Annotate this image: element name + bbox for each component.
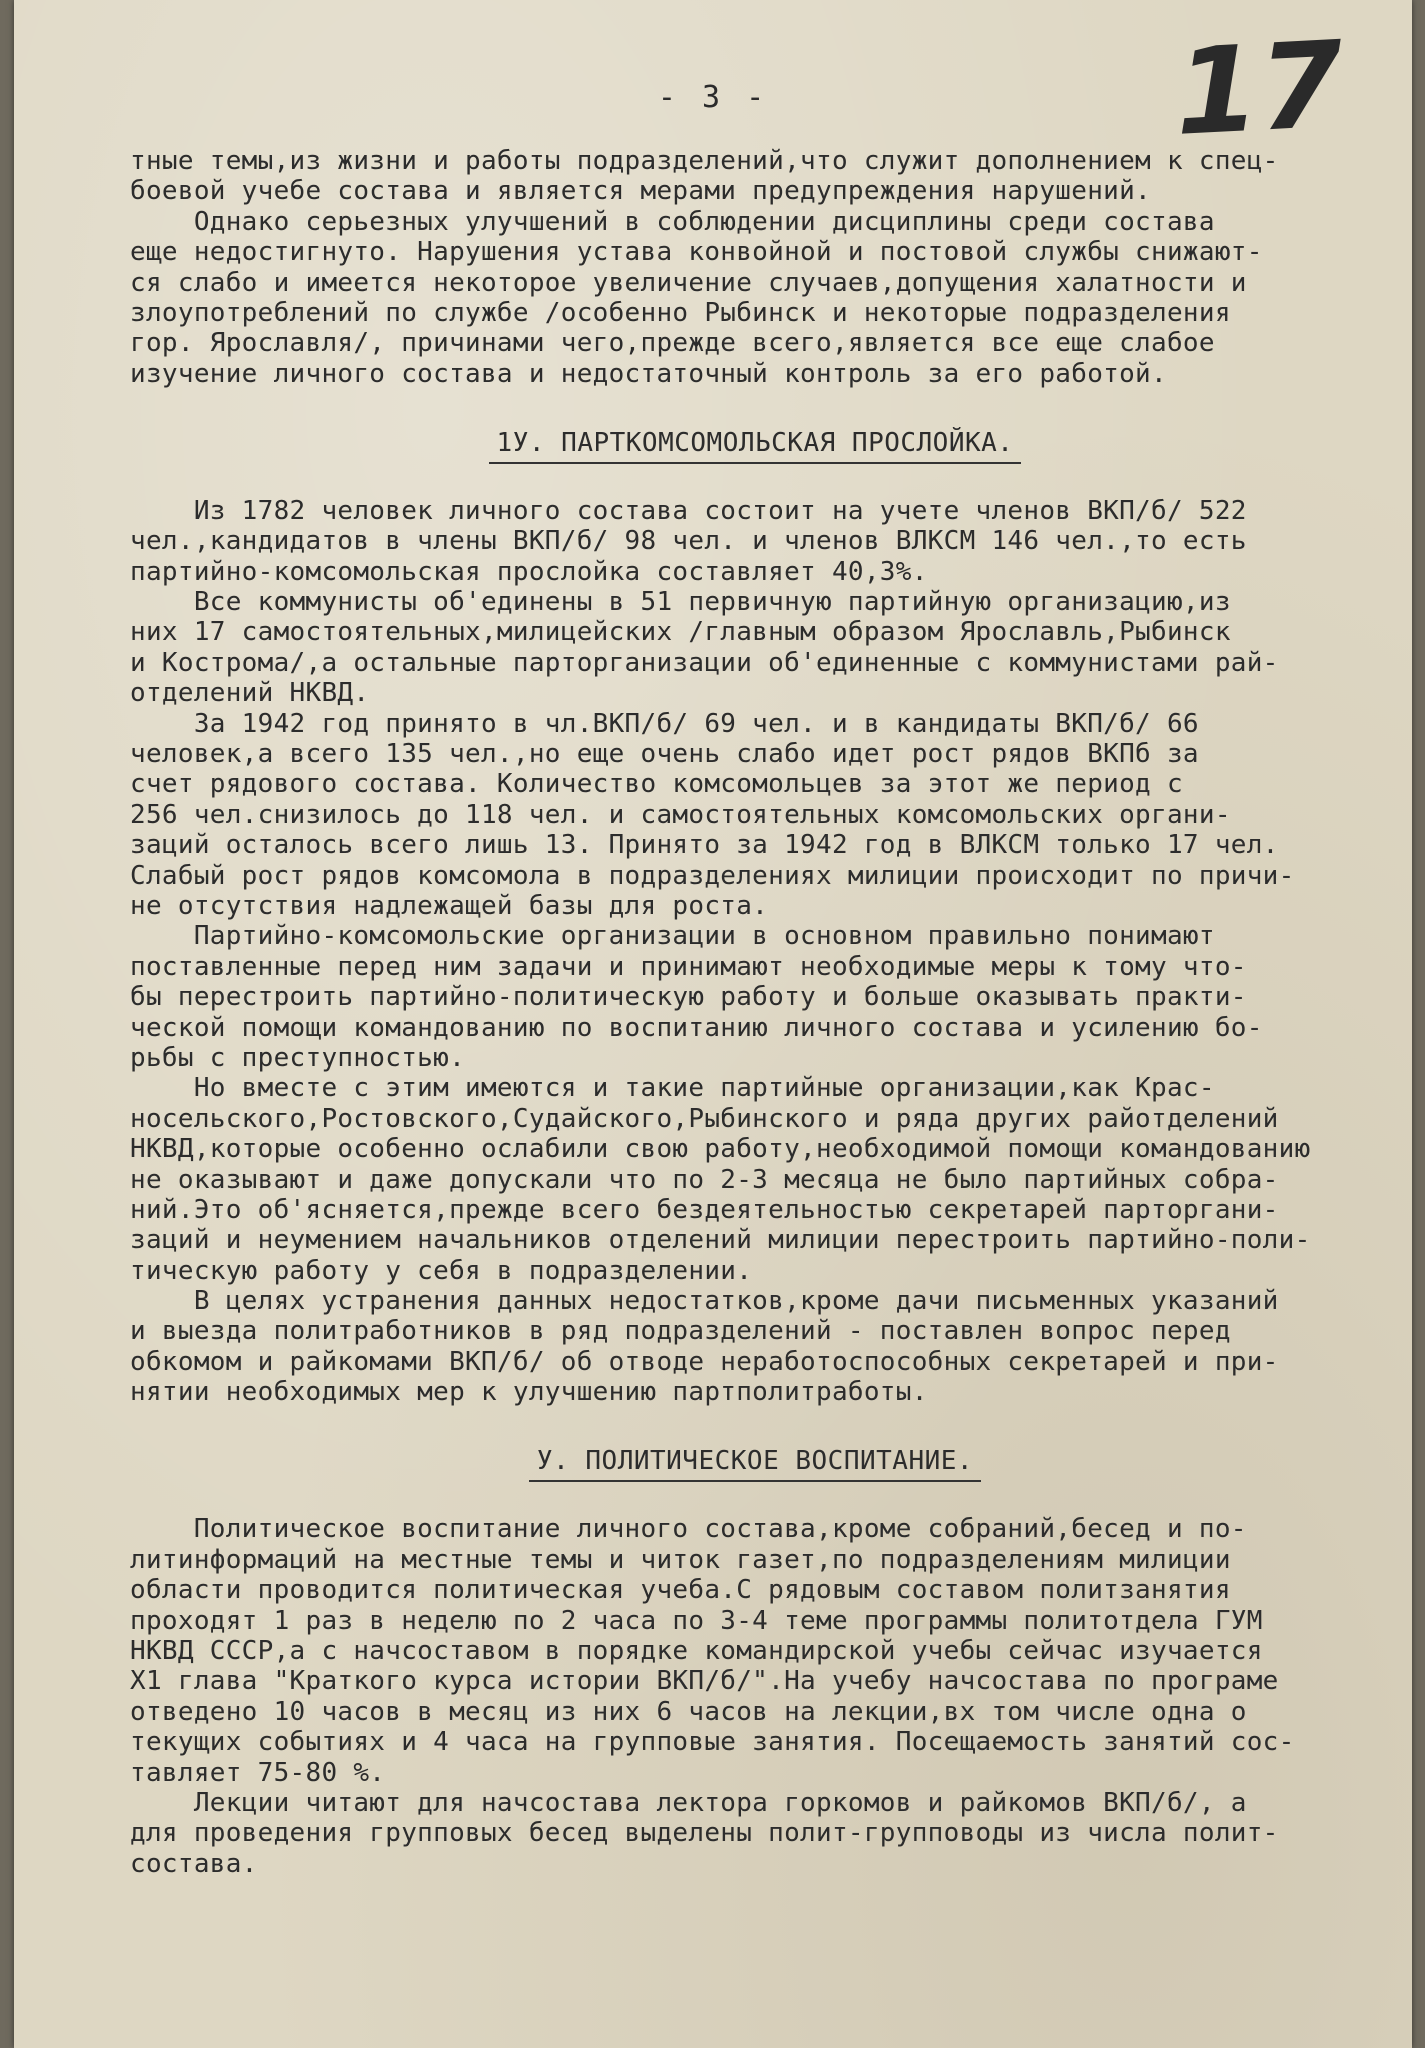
intro-paragraph (130, 146, 1380, 389)
text-line: Лекции читают для начсостава лектора горкомов и райкомов ВКП/б/, а (130, 1787, 1247, 1818)
text-line: злоупотреблений по службе /особенно Рыбинск и некоторые подразделения (130, 297, 1231, 328)
text-line: Слабый рост рядов комсомола в подразделениях милиции происходит по причи- (130, 860, 1295, 891)
text-line: боевой учебе состава и является мерами предупреждения нарушений. (130, 176, 1152, 207)
text-line: человек,а всего 135 чел.,но еще очень слабо идет рост рядов ВКПб за (130, 739, 1199, 770)
text-line: Все коммунисты об'единены в 51 первичную партийную организацию,из (130, 587, 1231, 618)
text-line: изучение личного состава и недостаточный контроль за его работой. (130, 358, 1167, 389)
text-line: тные темы,из жизни и работы подразделений,что служит дополнением к спец- (130, 146, 1279, 176)
text-line: гор. Ярославля/, причинами чего,прежде всего,является все еще слабое (130, 328, 1215, 359)
text-line: счет рядового состава. Количество комсомольцев за этот же период с (130, 769, 1183, 800)
text-line: Политическое воспитание личного состава,кроме собраний,бесед и по- (130, 1514, 1247, 1545)
text-line: ческой помощи командованию по воспитанию личного состава и усилению бо- (130, 1012, 1263, 1043)
text-line: Партийно-комсомольские организации в основном правильно понимают (130, 921, 1215, 952)
text-line: и выезда политработников в ряд подразделений - поставлен вопрос перед (130, 1316, 1231, 1347)
text-line: Однако серьезных улучшений в соблюдении дисциплины среди состава (130, 206, 1215, 237)
text-line: заций осталось всего лишь 13. Принято за 1942 год в ВЛКСМ только 17 чел. (130, 830, 1279, 861)
text-line: для проведения групповых бесед выделены полит-групповоды из числа полит- (130, 1818, 1279, 1849)
section-4-body (130, 496, 1380, 1408)
text-line: НКВД СССР,а с начсоставом в порядке командирской учебы сейчас изучается (130, 1635, 1263, 1666)
text-line: бы перестроить партийно-политическую работу и больше оказывать практи- (130, 982, 1247, 1013)
section-5-body (130, 1514, 1380, 1879)
text-line: них 17 самостоятельных,милицейских /главным образом Ярославль,Рыбинск (130, 617, 1231, 648)
text-line: рьбы с преступностью. (130, 1042, 466, 1073)
text-line: состава. (130, 1848, 258, 1879)
text-line: Из 1782 человек личного состава состоит на учете членов ВКП/б/ 522 (130, 495, 1247, 526)
text-line: тическую работу у себя в подразделении. (130, 1255, 753, 1286)
handwritten-folio-number: 17 (1163, 15, 1354, 164)
text-line: носельского,Ростовского,Судайского,Рыбинского и ряда других райотделений (130, 1103, 1279, 1134)
text-line: Х1 глава "Краткого курса истории ВКП/б/".На учебу начсостава по програме (130, 1666, 1279, 1697)
text-line: литинформаций на местные темы и читок газет,по подразделениям милиции (130, 1544, 1231, 1575)
text-line: текущих событиях и 4 часа на групповые занятия. Посещаемость занятий сос- (130, 1727, 1295, 1758)
text-line: и Кострома/,а остальные парторганизации об'единенные с коммунистами рай- (130, 647, 1279, 678)
text-line: нятии необходимых мер к улучшению партполитработы. (130, 1377, 928, 1408)
text-line: тавляет 75-80 %. (130, 1757, 386, 1788)
text-line: 256 чел.снизилось до 118 чел. и самостоятельных комсомольских органи- (130, 799, 1231, 830)
section-4-heading: 1У. ПАРТКОМСОМОЛЬСКАЯ ПРОСЛОЙКА. (130, 420, 1380, 466)
text-line: проходят 1 раз в неделю по 2 часа по 3-4 теме программы политотдела ГУМ (130, 1605, 1263, 1636)
text-line: партийно-комсомольская прослойка составляет 40,3%. (130, 556, 928, 587)
text-line: НКВД,которые особенно ослабили свою работу,необходимой помощи командованию (130, 1134, 1311, 1165)
text-line: отделений НКВД. (130, 678, 370, 709)
text-line: В целях устранения данных недостатков,кроме дачи письменных указаний (130, 1286, 1279, 1317)
section-5-heading: У. ПОЛИТИЧЕСКОЕ ВОСПИТАНИЕ. (130, 1438, 1380, 1484)
text-line: еще недостигнуто. Нарушения устава конвойной и постовой службы снижают- (130, 237, 1263, 268)
text-line: обкомом и райкомами ВКП/б/ об отводе неработоспособных секретарей и при- (130, 1346, 1279, 1377)
document-body (130, 146, 1380, 1879)
text-line: отведено 10 часов в месяц из них 6 часов на лекции,вх том числе одна о (130, 1696, 1247, 1727)
page-number: - 3 - (657, 80, 769, 115)
text-line: чел.,кандидатов в члены ВКП/б/ 98 чел. и членов ВЛКСМ 146 чел.,то есть (130, 526, 1247, 557)
text-line: не оказывают и даже допускали что по 2-3 месяца не было партийных собра- (130, 1164, 1279, 1195)
text-line: не отсутствия надлежащей базы для роста. (130, 890, 769, 921)
text-line: ся слабо и имеется некоторое увеличение случаев,допущения халатности и (130, 267, 1247, 298)
text-line: За 1942 год принято в чл.ВКП/б/ 69 чел. и в кандидаты ВКП/б/ 66 (130, 708, 1199, 739)
document-page (14, 0, 1412, 2048)
text-line: ний.Это об'ясняется,прежде всего бездеятельностью секретарей парторгани- (130, 1194, 1279, 1225)
text-line: заций и неумением начальников отделений милиции перестроить партийно-поли- (130, 1225, 1311, 1256)
text-line: поставленные перед ним задачи и принимают необходимые меры к тому что- (130, 951, 1247, 982)
text-line: Но вместе с этим имеются и такие партийные организации,как Крас- (130, 1073, 1215, 1104)
text-line: области проводится политическая учеба.С рядовым составом политзанятия (130, 1575, 1231, 1606)
